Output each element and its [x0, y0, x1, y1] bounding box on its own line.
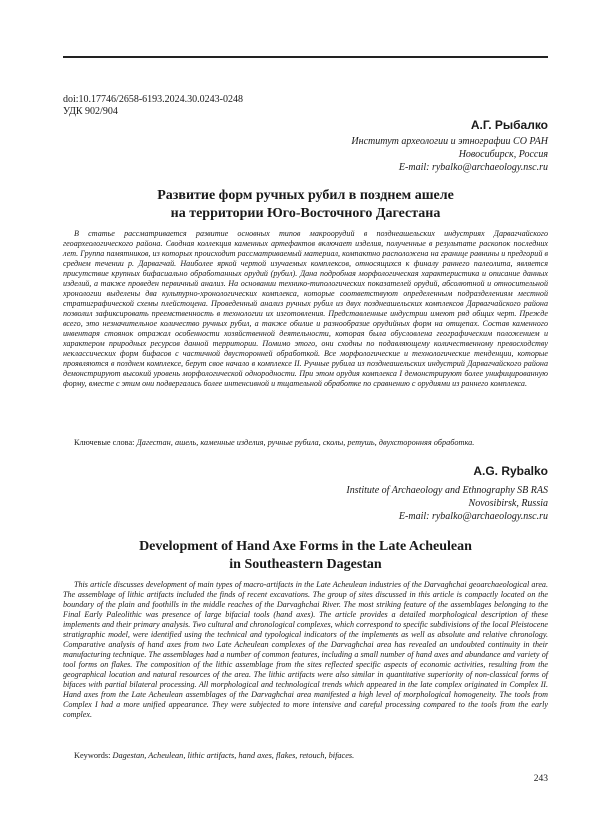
abstract-en: This article discusses development of main types of macro-artifacts in the Late Acheulean industries of the Darvaghchai geoarchaeological area. The assemblage of lithic artifacts included the finds of recent excavations. The group of sites discussed in this article is compactly located on the boundary of the plain and foothills in the middle reaches of the Darvaghchai River. The most striking feature of the assemblages belonging to the Final Early Paleolithic was presence of large bifacial tools (hand axes). The article provides a detailed morphological description of these implements and their primary analysis. Two cultural and chronological complexes, which correspond to specific subdivisions of the local Pleistocene stratigraphic model, were identified using the technical and typological indicators of the implements as well as absolute and relative chronology. Comparative analysis of hand axes from two Late Acheulean complexes of the Darvaghchai area has revealed an undoubted continuity in their manufacturing technique. The assemblages had a number of common features, including a small number of hand axes and abundance and variety of tool forms on flakes. The composition of the lithic assemblage from the sites reflected specific aspects of economic activities, resulting from the geographical location and natural resources of the area. The lithic artifacts were also similar in quantitative superiority of non-classical forms of bifaces with partial bilateral processing. All morphological and technological trends which appeared in the late complex originated in Complex II. Hand axes from the Late Acheulean assemblages of the Darvaghchai area manifested a high level of morphological homogeneity. The tools from Complex I had a more unified appearance. They were subjected to more intensive and careful processing compared to the tools from the early complex.	[63, 580, 548, 719]
title-ru-line-1: Развитие форм ручных рубил в позднем ашеле	[157, 188, 454, 203]
keywords-en-values: Dagestan, Acheulean, lithic artifacts, hand axes, flakes, retouch, bifaces.	[112, 751, 355, 760]
affiliation-en-city: Novosibirsk, Russia	[468, 498, 548, 509]
affiliation-ru-institute: Институт археологии и этнографии СО РАН	[351, 136, 548, 147]
title-ru	[63, 187, 548, 223]
title-en	[63, 538, 548, 574]
keywords-ru-values: Дагестан, ашель, каменные изделия, ручные рубила, сколы, ретушь, двухсторонняя обработка.	[136, 438, 475, 447]
author-ru: А.Г. Рыбалко	[470, 118, 548, 132]
keywords-ru	[63, 437, 548, 448]
keywords-en-label: Keywords:	[74, 751, 111, 760]
keywords-en	[63, 750, 548, 761]
udc-code: УДК 902/904	[63, 106, 118, 117]
affiliation-en	[346, 484, 548, 523]
page-number: 243	[533, 774, 548, 784]
affiliation-en-email: E-mail: rybalko@archaeology.nsc.ru	[398, 511, 548, 522]
keywords-ru-label: Ключевые слова:	[74, 438, 135, 447]
top-rule	[63, 56, 548, 58]
affiliation-ru-email: E-mail: rybalko@archaeology.nsc.ru	[398, 162, 548, 173]
title-ru-line-2: на территории Юго-Восточного Дагестана	[170, 206, 441, 221]
affiliation-ru-city: Новосибирск, Россия	[458, 149, 548, 160]
author-en: A.G. Rybalko	[473, 464, 548, 478]
doi: doi:10.17746/2658-6193.2024.30.0243-0248	[63, 94, 243, 105]
affiliation-en-institute: Institute of Archaeology and Ethnography SB RAS	[346, 485, 548, 496]
abstract-ru: В статье рассматривается развитие основных типов макроорудий в позднеашельских индустриях Дарвагчайского геоархеологического района. Сводная коллекция каменных артефактов включает изделия, полученные в результате раскопок последних лет. Группа памятников, из которых происходит рассматриваемый материал, компактно расположена на границе равнины и предгорий в среднем течении р. Дарвагчай. Наиболее яркой чертой изучаемых комплексов, относящихся к финалу раннего палеолита, является присутствие крупных бифасиально обработанных орудий (рубил). Дана подробная морфологическая характеристика и описание данных изделий, а также проведен первичный анализ. На основании технико-типологических показателей орудий, абсолютной и относительной хронологии выделены два культурно-хронологических комплекса, которые соответствуют определенным подразделениям местной стратиграфической схемы плейстоцена. Проведенный анализ ручных рубил из двух позднеашельских комплексов Дарвагчайского района позволил зафиксировать преемственность в технологии их изготовления. Представленные индустрии имеют ряд общих черт. Прежде всего, это незначительное количество ручных рубил, а также обилие и разнообразие орудийных форм на отщепах. Состав каменного инвентаря стоянок отражал особенности хозяйственной деятельности, которая была обусловлена географическим положением и характером природных ресурсов данной территории. Помимо этого, они сходны по подавляющему количественному превосходству неклассических форм бифасов с частичной двусторонней обработкой. Все морфологические и технологические тенденции, которые проявляются в позднем комплексе, берут свое начало в комплексе II. Ручные рубила из позднеашельских индустрий Дарвагчайского района демонстрируют высокий уровень морфологической однородности. При этом орудия комплекса I демонстрируют более унифицированную форму, вместе с этим они подвергались более интенсивной и тщательной обработке по сравнению с орудиями из раннего комплекса.	[63, 229, 548, 388]
title-en-line-1: Development of Hand Axe Forms in the Late Acheulean	[139, 539, 472, 554]
title-en-line-2: in Southeastern Dagestan	[229, 557, 382, 572]
affiliation-ru	[351, 135, 548, 174]
